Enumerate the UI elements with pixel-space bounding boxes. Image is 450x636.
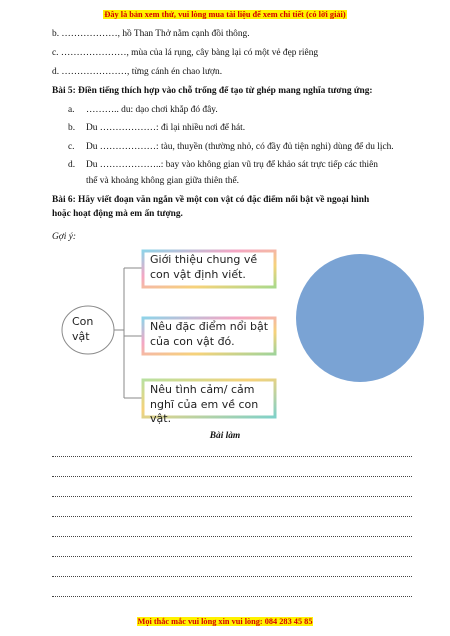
header-notice: Đây là bản xem thử, vui lòng mua tài liệu để xem chi tiết (có lời giải) (104, 10, 346, 19)
exercise5-item-c: Du ………………: tàu, thuyền (thường nhỏ, có đầy đủ tiện nghi) dùng để du lịch. (86, 142, 394, 152)
box-features-line1: Nêu đặc điểm nổi bật (150, 320, 269, 333)
root-node-label-line2: vật (72, 329, 90, 343)
exercise4-item-d: d. …………………, từng cánh én chao lượn. (52, 67, 223, 77)
exercise5-item-b: Du ………………: đi lại nhiều nơi để hát. (86, 123, 246, 133)
exercise5-letter-c: c. (68, 142, 75, 152)
exercise5-item-d-continuation: thể và khoảng không gian giữa thiên thể. (86, 176, 239, 186)
box-feelings-line2: nghĩ của em về con (150, 397, 259, 411)
box-feelings-text (150, 383, 272, 425)
exercise4-item-c: c. …………………, mùa của lá rụng, cây bàng lại có một vẻ đẹp riêng (52, 48, 319, 58)
exercise5-title: Bài 5: Điền tiếng thích hợp vào chỗ trống để tạo từ ghép mang nghĩa tương ứng: (52, 86, 373, 96)
answer-line[interactable] (52, 516, 412, 517)
box-features-text (150, 320, 274, 352)
answer-line[interactable] (52, 536, 412, 537)
box-features-line2: của con vật đó. (150, 334, 235, 348)
answer-line[interactable] (52, 596, 412, 597)
box-introduction-text (150, 253, 272, 285)
root-node-label (72, 315, 112, 344)
exercise6-title-line1: Bài 6: Hãy viết đoạn văn ngắn về một con vật có đặc điểm nổi bật về ngoại hình (52, 195, 370, 205)
exercise5-letter-b: b. (68, 123, 76, 133)
exercise6-title-line2: hoặc hoạt động mà em ấn tượng. (52, 209, 183, 219)
footer-notice: Mọi thắc mắc vui lòng xin vui lòng: 084 283 45 85 (137, 617, 313, 626)
box-feelings-line1: Nêu tình cảm/ cảm (150, 383, 255, 396)
answer-line[interactable] (52, 576, 412, 577)
connector-lines (113, 268, 142, 398)
exercise4-item-b: b. ………………, hồ Than Thở nằm cạnh đồi thông. (52, 29, 250, 39)
answer-line[interactable] (52, 456, 412, 457)
exercise5-item-d: Du ………………..: bay vào không gian vũ trụ để khảo sát trực tiếp các thiên (86, 160, 378, 170)
box-introduction-line2: con vật định viết. (150, 267, 246, 281)
hint-label: Gợi ý: (52, 232, 77, 242)
box-feelings-line3: vật. (150, 412, 172, 425)
root-node-label-line1: Con (72, 315, 94, 328)
answer-section-title: Bài làm (209, 431, 241, 441)
exercise5-letter-d: d. (68, 160, 76, 170)
blue-circle (296, 254, 424, 382)
exercise5-letter-a: a. (68, 105, 75, 115)
answer-line[interactable] (52, 556, 412, 557)
exercise5-item-a: ……….. du: dạo chơi khắp đó đây. (86, 105, 218, 115)
box-introduction-line1: Giới thiệu chung về (150, 253, 258, 266)
answer-line[interactable] (52, 476, 412, 477)
answer-line[interactable] (52, 496, 412, 497)
